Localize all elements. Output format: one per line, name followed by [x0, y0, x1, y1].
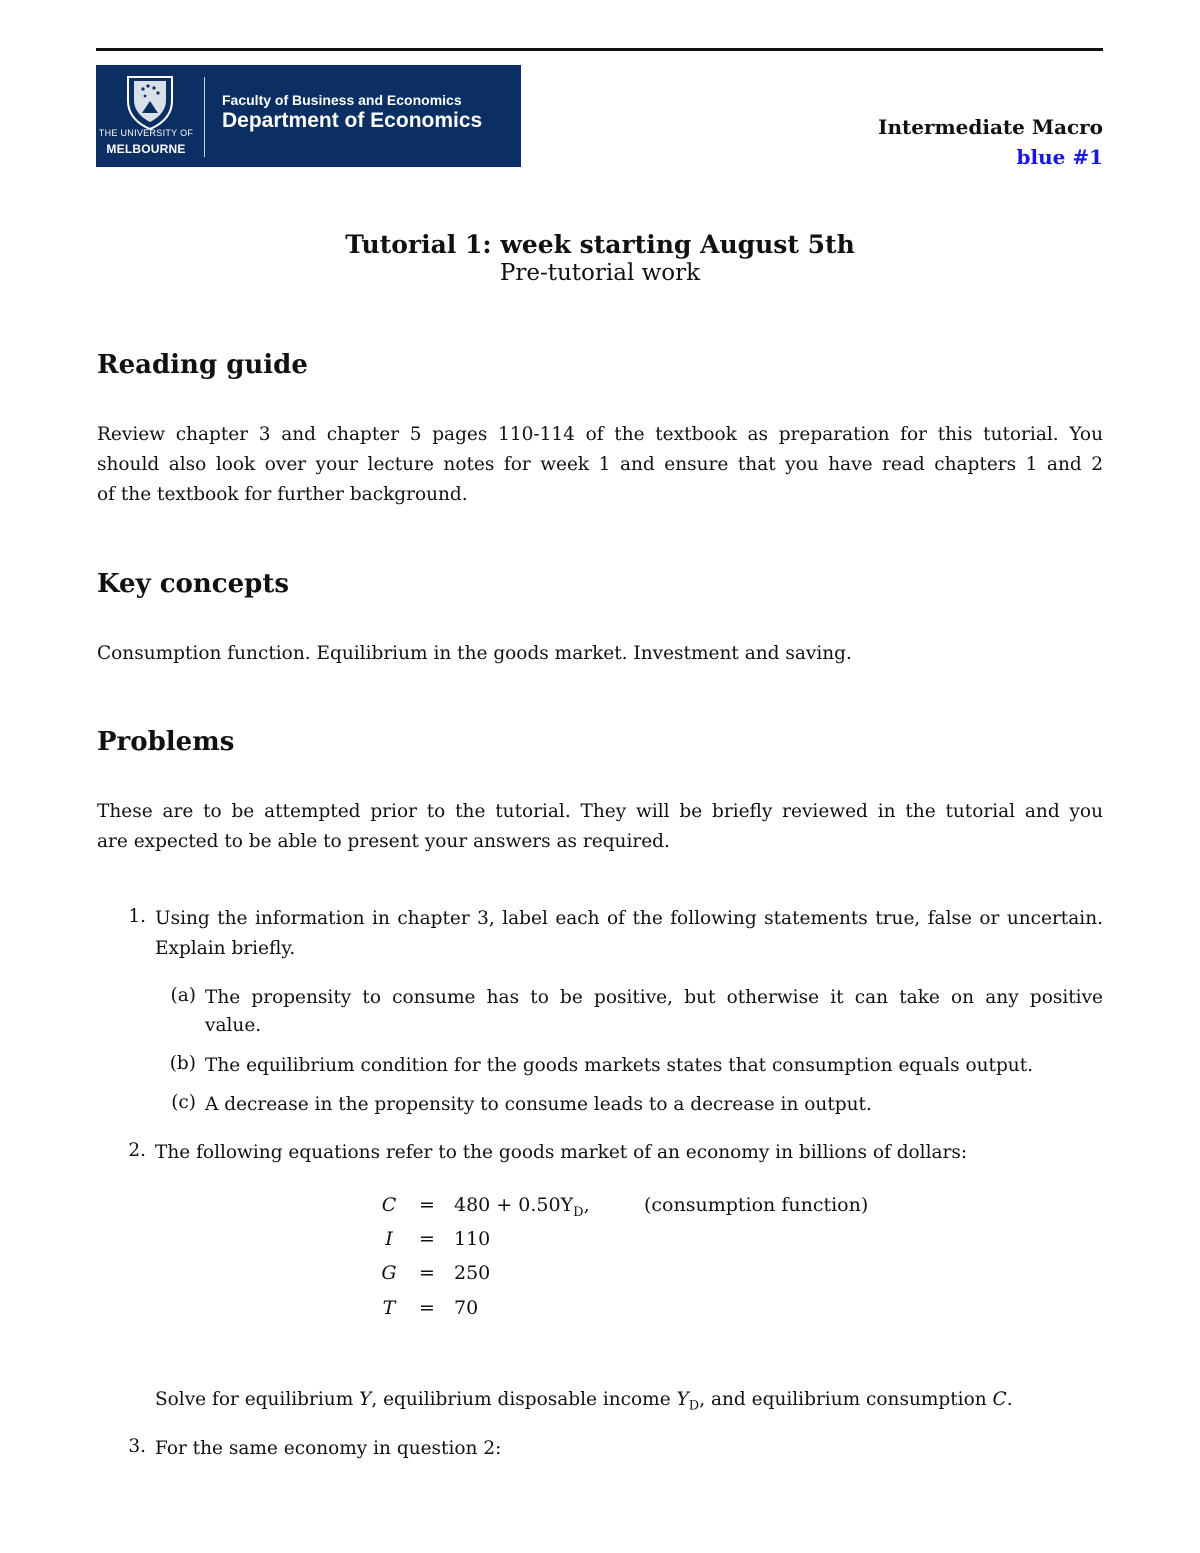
reading-guide-paragraph — [97, 420, 1103, 510]
var-yd: Y — [676, 1389, 689, 1410]
version-label: blue #1 — [1016, 145, 1103, 169]
equation-lhs: I — [385, 1228, 393, 1250]
part-label: (a) — [170, 985, 196, 1006]
university-logo — [96, 65, 521, 167]
var-yd-subscript: D — [688, 1398, 700, 1414]
equation-rhs: 250 — [454, 1262, 491, 1284]
part-b-text — [205, 1051, 1103, 1081]
part-line: value. — [205, 1015, 262, 1036]
reading-line: should also look over your lecture notes for week 1 and ensure that you have read chapters 1 and 2 — [97, 454, 1103, 475]
solve-instruction — [155, 1386, 1013, 1421]
part-line: The equilibrium condition for the goods markets states that consumption equals output. — [205, 1055, 1034, 1076]
concepts-line: Consumption function. Equilibrium in the goods market. Investment and saving. — [97, 643, 852, 664]
question-number: 1. — [128, 906, 146, 927]
solve-text: Solve for equilibrium — [155, 1389, 360, 1410]
question-line: For the same economy in question 2: — [155, 1438, 502, 1459]
header-rule — [96, 48, 1103, 51]
question-line: The following equations refer to the goods market of an economy in billions of dollars: — [155, 1142, 968, 1163]
solve-text: , and equilibrium consumption — [699, 1389, 993, 1410]
part-line: A decrease in the propensity to consume leads to a decrease in output. — [205, 1094, 872, 1115]
var-c: C — [992, 1389, 1007, 1410]
equals-sign: = — [419, 1194, 435, 1216]
question-number: 3. — [128, 1436, 146, 1457]
problems-intro — [97, 797, 1103, 857]
equals-sign: = — [419, 1228, 435, 1250]
rhs-tail: , — [583, 1194, 590, 1216]
part-a-text — [205, 984, 1103, 1040]
equation-rhs: 110 — [454, 1228, 491, 1250]
part-c-text — [205, 1090, 1103, 1120]
equation-lhs: G — [381, 1262, 397, 1284]
solve-text: . — [1006, 1389, 1013, 1410]
course-name: Intermediate Macro — [878, 115, 1103, 139]
rhs-subscript: D — [573, 1204, 584, 1220]
var-y: Y — [359, 1389, 372, 1410]
department-name: Department of Economics — [222, 109, 483, 132]
part-label: (c) — [171, 1092, 196, 1113]
question-line: Using the information in chapter 3, label each of the following statements true, false or uncertain. — [155, 908, 1103, 929]
rhs-main: 480 + 0.50Y — [454, 1194, 574, 1216]
logo-divider — [204, 77, 205, 157]
question-line: Explain briefly. — [155, 938, 296, 959]
page-subtitle: Pre-tutorial work — [499, 260, 701, 286]
equation-rhs: 70 — [454, 1297, 479, 1319]
reading-line: of the textbook for further background. — [97, 484, 468, 505]
question-number: 2. — [128, 1140, 146, 1161]
intro-line: These are to be attempted prior to the tutorial. They will be briefly reviewed in the tutorial and you — [97, 801, 1103, 822]
equation-lhs: T — [382, 1297, 396, 1319]
reading-line: Review chapter 3 and chapter 5 pages 110-114 of the textbook as preparation for this tutorial. You — [97, 424, 1103, 445]
university-name: MELBOURNE — [106, 142, 186, 156]
equation-rhs — [454, 1194, 590, 1220]
part-line: The propensity to consume has to be positive, but otherwise it can take on any positive — [205, 987, 1103, 1008]
faculty-name: Faculty of Business and Economics — [222, 92, 462, 108]
page-title: Tutorial 1: week starting August 5th — [345, 230, 855, 259]
question-3-text — [155, 1434, 1103, 1464]
equals-sign: = — [419, 1297, 435, 1319]
question-2-text — [155, 1138, 1103, 1168]
question-1-text — [155, 904, 1103, 964]
intro-line: are expected to be able to present your answers as required. — [97, 831, 670, 852]
university-name-small: THE UNIVERSITY OF — [98, 128, 194, 138]
key-concepts-heading: Key concepts — [97, 569, 290, 599]
equation-note: (consumption function) — [644, 1194, 869, 1216]
problems-heading: Problems — [97, 727, 235, 757]
key-concepts-text — [97, 639, 1103, 669]
equation-lhs: C — [381, 1194, 397, 1216]
equals-sign: = — [419, 1262, 435, 1284]
reading-guide-heading: Reading guide — [97, 350, 308, 380]
solve-text: , equilibrium disposable income — [371, 1389, 677, 1410]
part-label: (b) — [169, 1053, 196, 1074]
